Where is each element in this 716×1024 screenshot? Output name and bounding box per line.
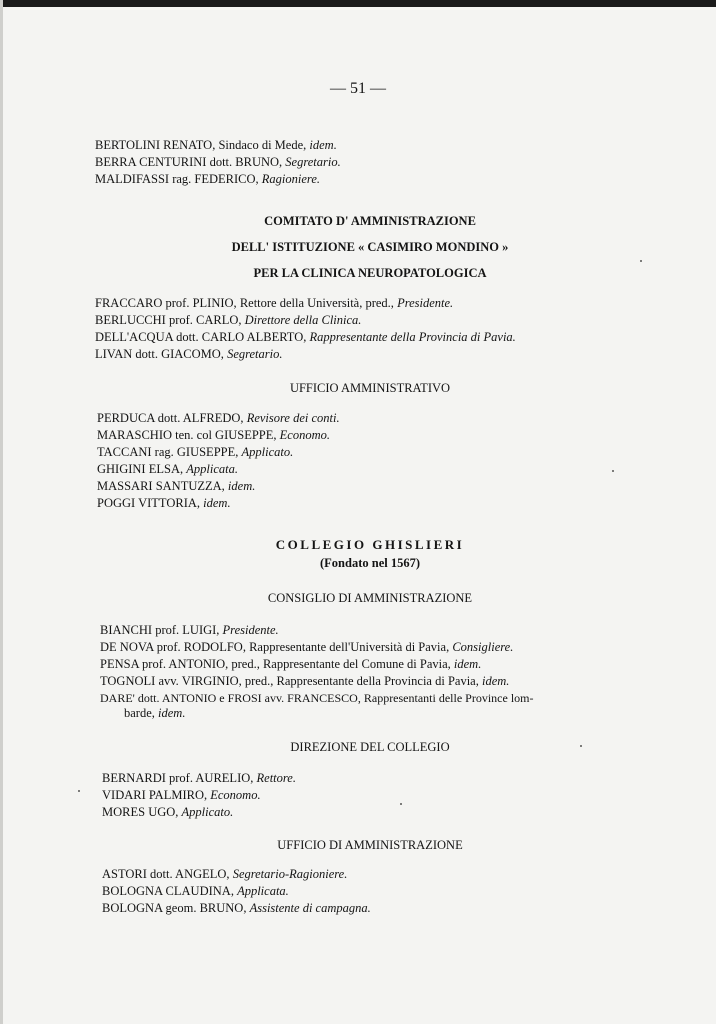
section-heading: DIREZIONE DEL COLLEGIO	[290, 740, 450, 754]
list-item: GHIGINI ELSA, Applicata.	[97, 462, 238, 476]
scan-speck	[640, 260, 642, 262]
scan-speck	[78, 790, 80, 792]
section-heading: CONSIGLIO DI AMMINISTRAZIONE	[267, 591, 473, 605]
list-item: DELL'ACQUA dott. CARLO ALBERTO, Rappresentante della Provincia di Pavia.	[95, 330, 516, 344]
list-item: BERTOLINI RENATO, Sindaco di Mede, idem.	[95, 138, 337, 152]
list-item: MASSARI SANTUZZA, idem.	[97, 479, 256, 493]
list-item-continuation: barde, idem.	[124, 706, 186, 720]
list-item: MALDIFASSI rag. FEDERICO, Ragioniere.	[95, 172, 320, 186]
list-item: VIDARI PALMIRO, Economo.	[102, 788, 261, 802]
list-item: LIVAN dott. GIACOMO, Segretario.	[95, 347, 283, 361]
list-item: PERDUCA dott. ALFREDO, Revisore dei conti.	[97, 411, 340, 425]
scan-speck	[612, 470, 614, 472]
list-item: DE NOVA prof. RODOLFO, Rappresentante dell'Università di Pavia, Consigliere.	[100, 640, 514, 654]
section-heading: COLLEGIO GHISLIERI	[275, 537, 465, 552]
section-heading: PER LA CLINICA NEUROPATOLOGICA	[253, 266, 487, 280]
list-item: TACCANI rag. GIUSEPPE, Applicato.	[97, 445, 294, 459]
list-item: BERRA CENTURINI dott. BRUNO, Segretario.	[95, 155, 341, 169]
section-heading: UFFICIO DI AMMINISTRAZIONE	[277, 838, 463, 852]
list-item: FRACCARO prof. PLINIO, Rettore della Università, pred., Presidente.	[95, 296, 454, 310]
section-subheading: (Fondato nel 1567)	[320, 556, 420, 570]
section-heading: UFFICIO AMMINISTRATIVO	[289, 381, 451, 395]
list-item: MARASCHIO ten. col GIUSEPPE, Economo.	[97, 428, 330, 442]
page-number: — 51 —	[330, 80, 386, 97]
list-item: BERLUCCHI prof. CARLO, Direttore della Clinica.	[95, 313, 362, 327]
list-item: BIANCHI prof. LUIGI, Presidente.	[100, 623, 279, 637]
list-item: BERNARDI prof. AURELIO, Rettore.	[102, 771, 296, 785]
scan-left-edge	[0, 0, 3, 1024]
list-item: DARE' dott. ANTONIO e FROSI avv. FRANCESCO, Rappresentanti delle Province lom-	[100, 691, 534, 705]
list-item: MORES UGO, Applicato.	[102, 805, 234, 819]
list-item: PENSA prof. ANTONIO, pred., Rappresentante del Comune di Pavia, idem.	[100, 657, 482, 671]
scan-top-border	[0, 0, 716, 7]
list-item: BOLOGNA geom. BRUNO, Assistente di campagna.	[102, 901, 371, 915]
list-item: POGGI VITTORIA, idem.	[97, 496, 231, 510]
section-heading: DELL' ISTITUZIONE « CASIMIRO MONDINO »	[231, 240, 509, 254]
section-heading: COMITATO D' AMMINISTRAZIONE	[264, 214, 476, 228]
list-item: TOGNOLI avv. VIRGINIO, pred., Rappresentante della Provincia di Pavia, idem.	[100, 674, 510, 688]
list-item: BOLOGNA CLAUDINA, Applicata.	[102, 884, 289, 898]
scan-speck	[400, 803, 402, 805]
list-item: ASTORI dott. ANGELO, Segretario-Ragioniere.	[102, 867, 348, 881]
scan-speck	[580, 745, 582, 747]
